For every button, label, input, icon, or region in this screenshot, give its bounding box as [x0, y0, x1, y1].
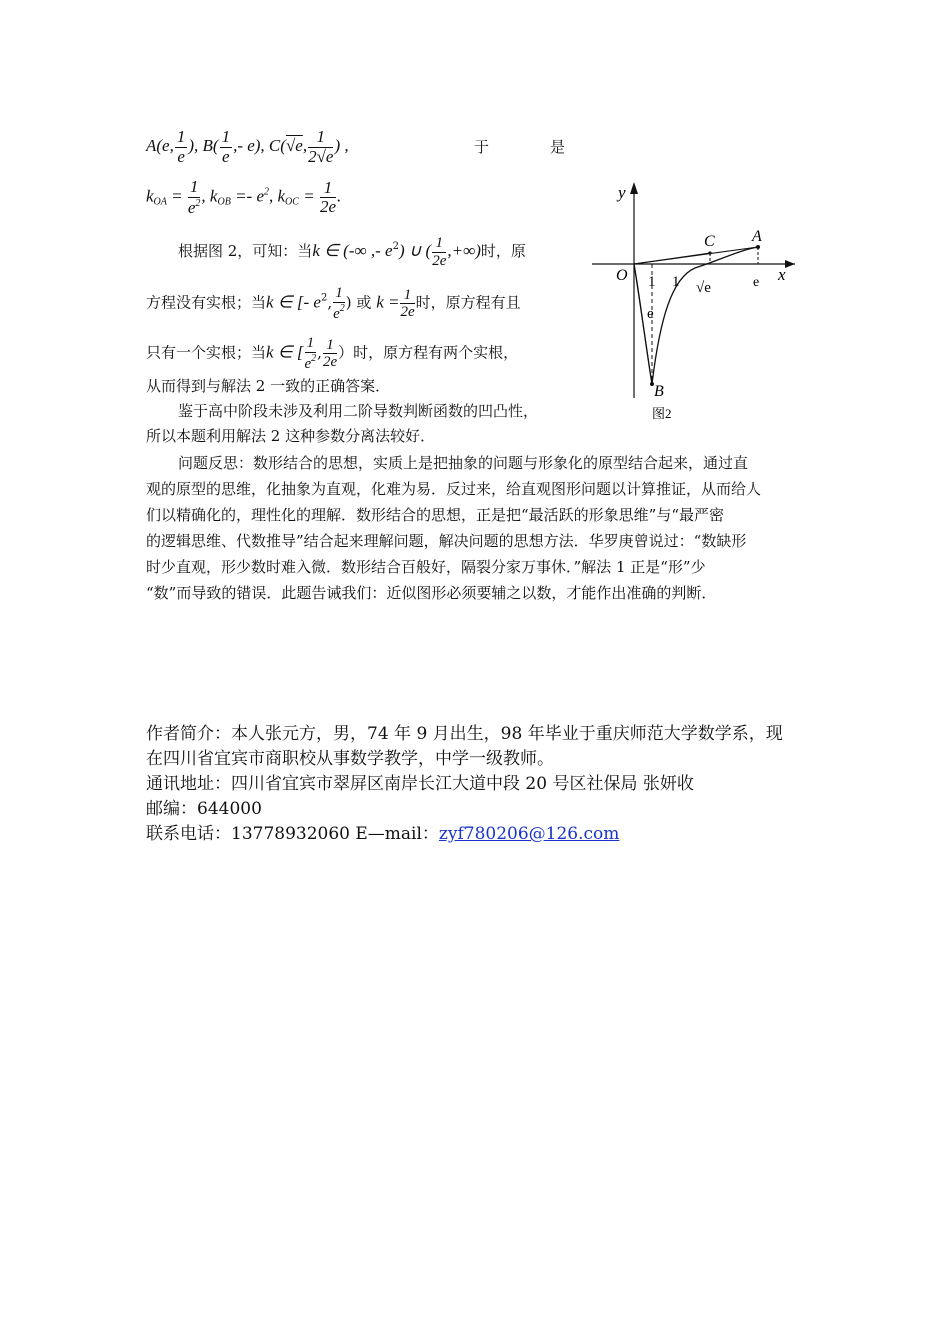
reflection-line: 时少直观，形少数时难入微．数形结合百般好，隔裂分家万事休．”解法 1 正是“形”少 — [146, 558, 706, 576]
slopes-formula: $k_{OA}$ = $\frac{1}{e^2}$ , $k_{OB} =- e^2$, $k_{OC}$ = $\frac{1}{2e}$ . — [146, 177, 342, 217]
label-B: B — [654, 383, 664, 400]
text-conclusion: 从而得到与解法 2 一致的正确答案． — [146, 377, 391, 395]
author-postcode: 邮编：644000 — [146, 799, 262, 819]
condition-line-3: 只有一个实根；当k ∈ [ $\frac{1}{e^2}$ , $\frac{1}{2e}$ ）时，原方程有两个实根， — [146, 335, 519, 372]
email-link[interactable]: zyf780206@126.com — [438, 824, 620, 844]
reflection-line: 的逻辑思维、代数推导”结合起来理解问题，解决问题的思想方法．华罗庚曾说过：“数缺形 — [146, 532, 747, 550]
x-axis-arrow — [785, 260, 795, 268]
condition-line-1: 根据图 2，可知：当k ∈ (-∞ ,- $e^2$) ∪ ( $\frac{1}{2e}$ ,+∞)时，原 — [178, 235, 526, 269]
author-address: 通讯地址：四川省宜宾市翠屏区南岸长江大道中段 20 号区社保局 张妍收 — [146, 774, 694, 794]
reflection-line: 观的原型的思维，化抽象为直观，化难为易．反过来，给直观图形问题以计算推证，从而给人 — [146, 480, 762, 498]
phone-label: 联系电话：13778932060 E—mail： — [146, 824, 439, 844]
label-y: y — [618, 183, 626, 202]
y-axis-arrow — [630, 182, 638, 194]
text-yu: 于 — [474, 138, 490, 156]
author-info — [146, 722, 816, 847]
label-one-over-e-num: 1 — [648, 274, 656, 290]
points-formula: A(e, $\frac{1}{e}$ ), B( $\frac{1}{e}$ ,- e), C(√e, $\frac{1}{2√e}$ ) , — [146, 127, 349, 166]
author-contact — [146, 822, 816, 847]
reflection-line: 们以精确化的，理性化的理解．数形结合的思想，正是把“最活跃的形象思维”与“最严密 — [146, 506, 725, 524]
figure-2 — [580, 178, 800, 428]
point-C — [708, 251, 711, 254]
text-concavity: 鉴于高中阶段未涉及利用二阶导数判断函数的凹凸性， — [178, 402, 539, 420]
label-C: C — [704, 233, 715, 250]
label-A: A — [752, 228, 762, 245]
label-x: x — [778, 265, 786, 284]
author-intro-2: 在四川省宜宾市商职校从事数学教学，中学一级教师。 — [146, 749, 554, 769]
reflection-line: 问题反思：数形结合的思想，实质上是把抽象的问题与形象化的原型结合起来，通过直 — [178, 454, 749, 472]
reflection-line: “数”而导致的错误．此题告诫我们：近似图形必须要辅之以数，才能作出准确的判断． — [146, 584, 717, 602]
label-sqrt-e: √e — [696, 280, 711, 296]
label-one-over-e-den: e — [647, 306, 654, 322]
condition-line-2: 方程没有实根；当k ∈ [- $e^2$, $\frac{1}{e^2}$ ) 或 k = $\frac{1}{2e}$ 时，原方程有且 — [146, 285, 521, 322]
author-intro-1: 作者简介：本人张元方，男，74 年 9 月出生，98 年毕业于重庆师范大学数学系，现 — [146, 724, 783, 744]
reflection-paragraph — [146, 450, 806, 606]
label-one: 1 — [672, 274, 680, 290]
point-A — [756, 245, 760, 249]
label-O: O — [616, 267, 628, 284]
figure-caption: 图2 — [652, 406, 672, 421]
text-method-choice: 所以本题利用解法 2 这种参数分离法较好． — [146, 427, 436, 445]
line-OC — [634, 253, 710, 264]
text-shi: 是 — [550, 138, 566, 156]
label-e: e — [753, 275, 760, 290]
